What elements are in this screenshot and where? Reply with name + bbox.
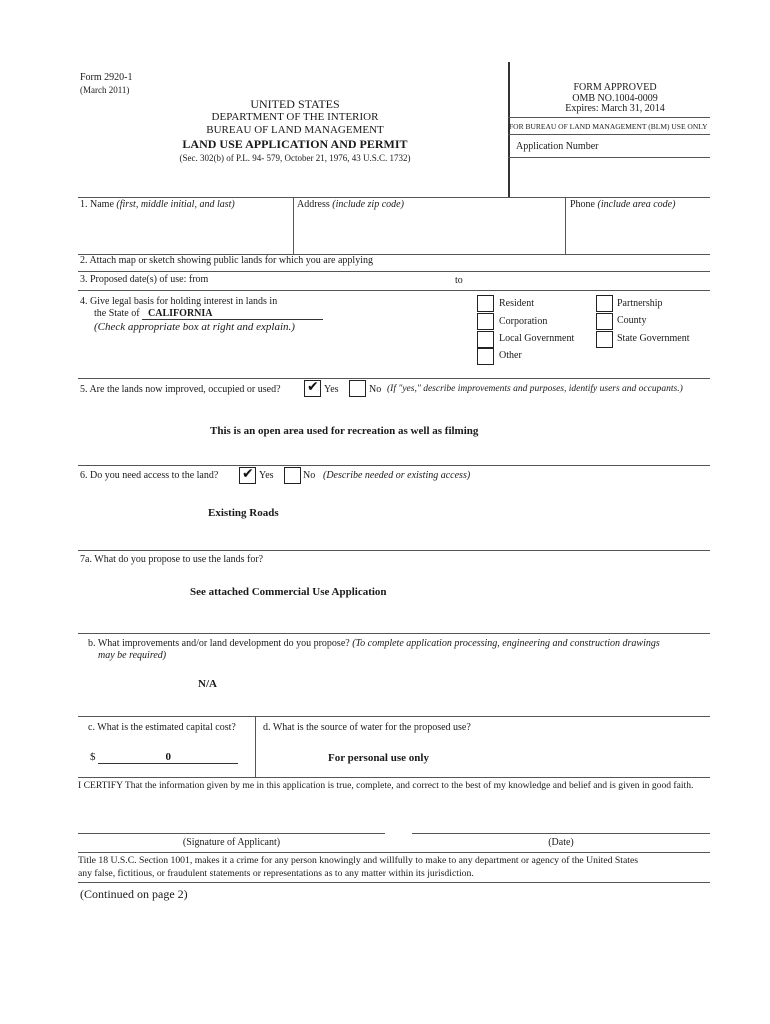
omb-number: OMB NO.1004-0009 <box>572 93 658 104</box>
q6-answer[interactable]: Existing Roads <box>208 507 279 519</box>
local-government-checkbox[interactable] <box>477 331 494 348</box>
q5-no-label: No <box>369 384 382 395</box>
q7d-label: d. What is the source of water for the proposed use? <box>263 722 471 733</box>
expires-date: Expires: March 31, 2014 <box>565 103 665 114</box>
date-line[interactable] <box>412 833 710 834</box>
form-title: LAND USE APPLICATION AND PERMIT <box>182 137 408 151</box>
q6-no-label: No <box>303 470 316 481</box>
partnership-checkbox[interactable] <box>596 295 613 312</box>
address-hint: (include zip code) <box>332 199 404 210</box>
q7d-answer[interactable]: For personal use only <box>328 752 429 764</box>
name-field[interactable] <box>80 199 235 210</box>
q5-yes-label: Yes <box>324 384 339 395</box>
resident-checkbox[interactable] <box>477 295 494 312</box>
legal-warning-line2: any false, fictitious, or fraudulent statements or representations as to any matter within its jurisdiction. <box>78 868 474 879</box>
q3-dates-label: 3. Proposed date(s) of use: from <box>80 274 209 285</box>
corporation-checkbox[interactable] <box>477 313 494 330</box>
q7c-value[interactable]: 0 <box>98 751 238 764</box>
q4-state-line <box>94 308 323 320</box>
q5-hint: (If "yes," describe improvements and purposes, identify users and occupants.) <box>387 384 683 394</box>
date-label: (Date) <box>548 837 574 848</box>
q7b-answer[interactable]: N/A <box>198 678 217 690</box>
certify-statement: I CERTIFY That the information given by me in this application is true, complete, and correct to the best of my knowledge and belief and is given in good faith. <box>78 780 694 791</box>
authority-citation: (Sec. 302(b) of P.L. 94- 579, October 21, 1976, 43 U.S.C. 1732) <box>179 153 411 163</box>
name-label: 1. Name <box>80 199 114 210</box>
phone-label: Phone <box>570 199 595 210</box>
name-hint: (first, middle initial, and last) <box>116 199 235 210</box>
q7c-label: c. What is the estimated capital cost? <box>88 722 236 733</box>
county-label: County <box>617 315 647 326</box>
q3-to-label: to <box>455 275 463 286</box>
blm-use-only: FOR BUREAU OF LAND MANAGEMENT (BLM) USE ONLY <box>509 122 708 131</box>
q6-yes-label: Yes <box>259 470 274 481</box>
q7b-question <box>88 638 660 649</box>
q7b-hint-line1: (To complete application processing, engineering and construction drawings <box>352 638 660 649</box>
q7a-answer[interactable]: See attached Commercial Use Application <box>190 586 387 598</box>
phone-field[interactable] <box>570 199 675 210</box>
q2-map-label: 2. Attach map or sketch showing public lands for which you are applying <box>80 255 373 266</box>
q7c-value-line <box>90 751 238 764</box>
continued-note: (Continued on page 2) <box>80 887 188 901</box>
phone-hint: (include area code) <box>597 199 676 210</box>
agency-line2: DEPARTMENT OF THE INTERIOR <box>211 111 379 123</box>
q4-state-label: the State of <box>94 308 140 319</box>
corporation-label: Corporation <box>499 316 548 327</box>
form-number: Form 2920-1 <box>80 72 133 83</box>
legal-warning-line1: Title 18 U.S.C. Section 1001, makes it a crime for any person knowingly and willfully to make to any department or agency of the United States <box>78 855 639 866</box>
q6-label: 6. Do you need access to the land? <box>80 470 219 481</box>
other-label: Other <box>499 350 522 361</box>
application-number-label: Application Number <box>516 141 599 152</box>
q7b-label: b. What improvements and/or land development do you propose? <box>88 638 350 649</box>
local-government-label: Local Government <box>499 333 575 344</box>
q5-yes-checkbox[interactable] <box>304 380 321 397</box>
form-approved: FORM APPROVED <box>573 82 657 93</box>
q6-no-checkbox[interactable] <box>284 467 301 484</box>
address-field[interactable] <box>297 199 404 210</box>
signature-label: (Signature of Applicant) <box>182 837 281 848</box>
state-government-label: State Government <box>617 333 690 344</box>
q4-state-value[interactable]: CALIFORNIA <box>142 308 323 320</box>
partnership-label: Partnership <box>617 298 663 309</box>
agency-line1: UNITED STATES <box>250 97 340 111</box>
q4-label: 4. Give legal basis for holding interest in lands in <box>80 296 278 307</box>
q7a-label: 7a. What do you propose to use the lands for? <box>80 554 264 565</box>
q5-label: 5. Are the lands now improved, occupied or used? <box>80 384 281 395</box>
form-date: (March 2011) <box>80 85 130 95</box>
q4-hint: (Check appropriate box at right and explain.) <box>94 321 295 333</box>
dollar-sign: $ <box>90 751 96 763</box>
resident-label: Resident <box>499 298 534 309</box>
county-checkbox[interactable] <box>596 313 613 330</box>
other-checkbox[interactable] <box>477 348 494 365</box>
state-government-checkbox[interactable] <box>596 331 613 348</box>
q6-yes-checkbox[interactable] <box>239 467 256 484</box>
address-label: Address <box>297 199 330 210</box>
q6-hint: (Describe needed or existing access) <box>323 470 471 481</box>
q5-answer[interactable]: This is an open area used for recreation as well as filming <box>210 425 479 437</box>
agency-line3: BUREAU OF LAND MANAGEMENT <box>206 124 384 136</box>
signature-line[interactable] <box>78 833 385 834</box>
q7b-hint-line2: may be required) <box>98 650 167 661</box>
q5-no-checkbox[interactable] <box>349 380 366 397</box>
